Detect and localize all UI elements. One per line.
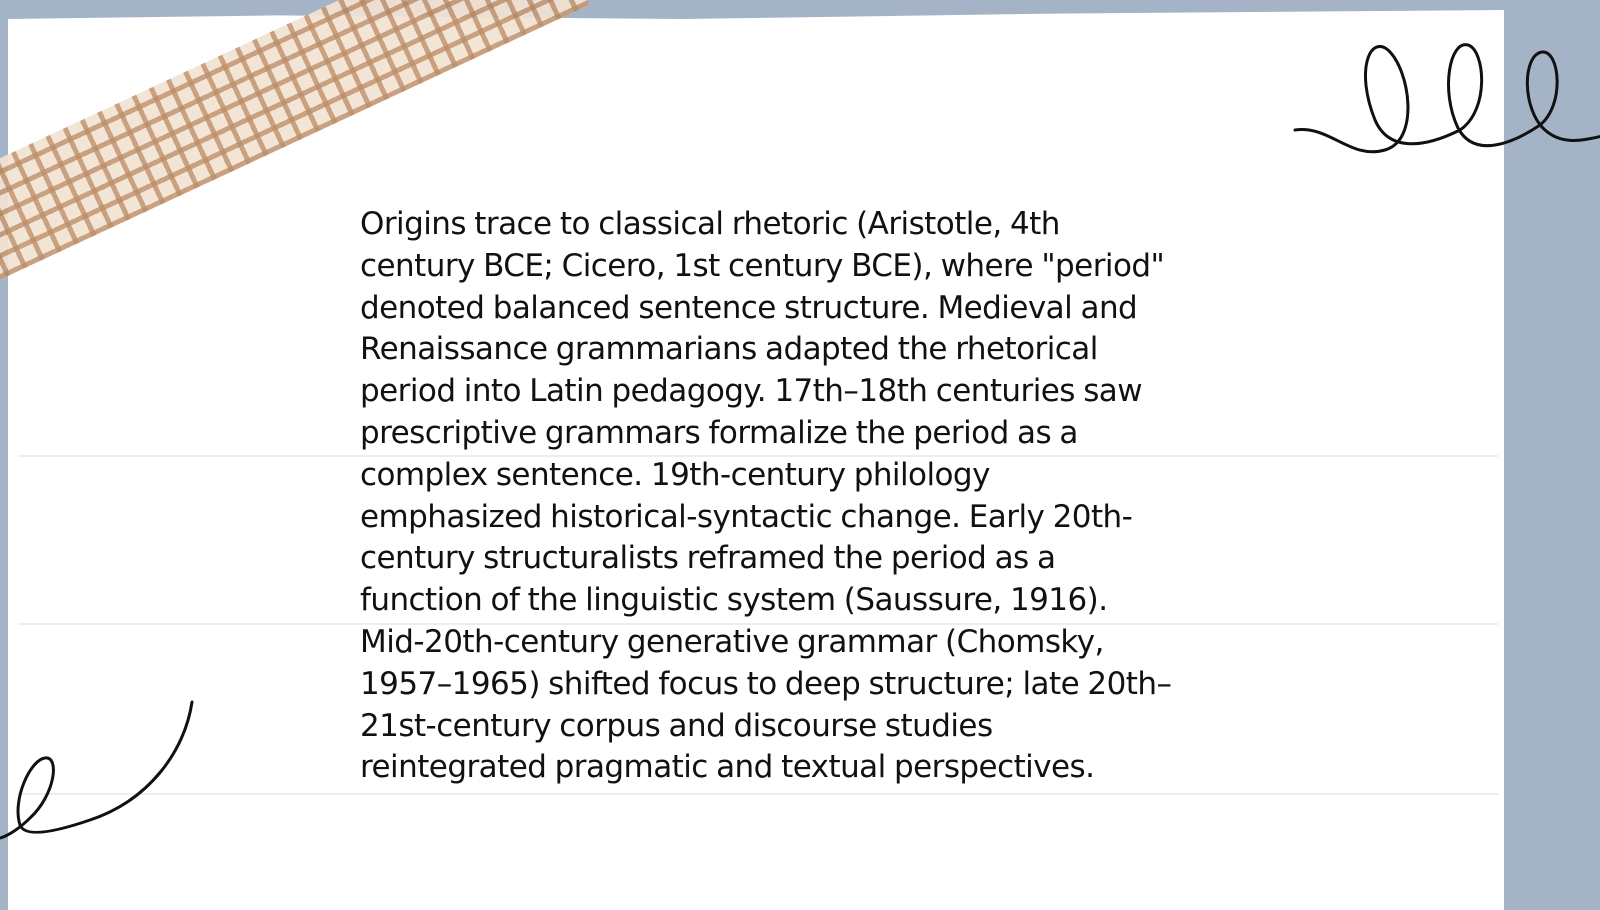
- paragraph-line: century structuralists reframed the period as a: [360, 540, 1056, 577]
- ruled-line: [18, 793, 1498, 795]
- history-paragraph: [360, 204, 1260, 789]
- paragraph-line: function of the linguistic system (Saussure, 1916).: [360, 582, 1108, 619]
- paragraph-line: reintegrated pragmatic and textual perspectives.: [360, 749, 1095, 786]
- paragraph-line: period into Latin pedagogy. 17th–18th centuries saw: [360, 373, 1143, 410]
- paragraph-line: Mid-20th-century generative grammar (Chomsky,: [360, 623, 1104, 660]
- loop-scribble-bottom-left: [0, 690, 210, 850]
- paragraph-line: Origins trace to classical rhetoric (Aristotle, 4th: [360, 206, 1060, 242]
- paragraph-line: 21st-century corpus and discourse studies: [360, 707, 993, 744]
- paragraph-line: emphasized historical-syntactic change. Early 20th-: [360, 498, 1133, 535]
- paragraph-line: Renaissance grammarians adapted the rhetorical: [360, 331, 1098, 368]
- paragraph-line: prescriptive grammars formalize the period as a: [360, 414, 1078, 451]
- paragraph-line: complex sentence. 19th-century philology: [360, 456, 990, 493]
- paragraph-line: denoted balanced sentence structure. Medieval and: [360, 289, 1138, 326]
- paragraph-line: century BCE; Cicero, 1st century BCE), where "period": [360, 247, 1165, 284]
- loop-scribble-top-right: [1290, 30, 1600, 170]
- paragraph-line: 1957–1965) shifted focus to deep structure; late 20th–: [360, 665, 1172, 702]
